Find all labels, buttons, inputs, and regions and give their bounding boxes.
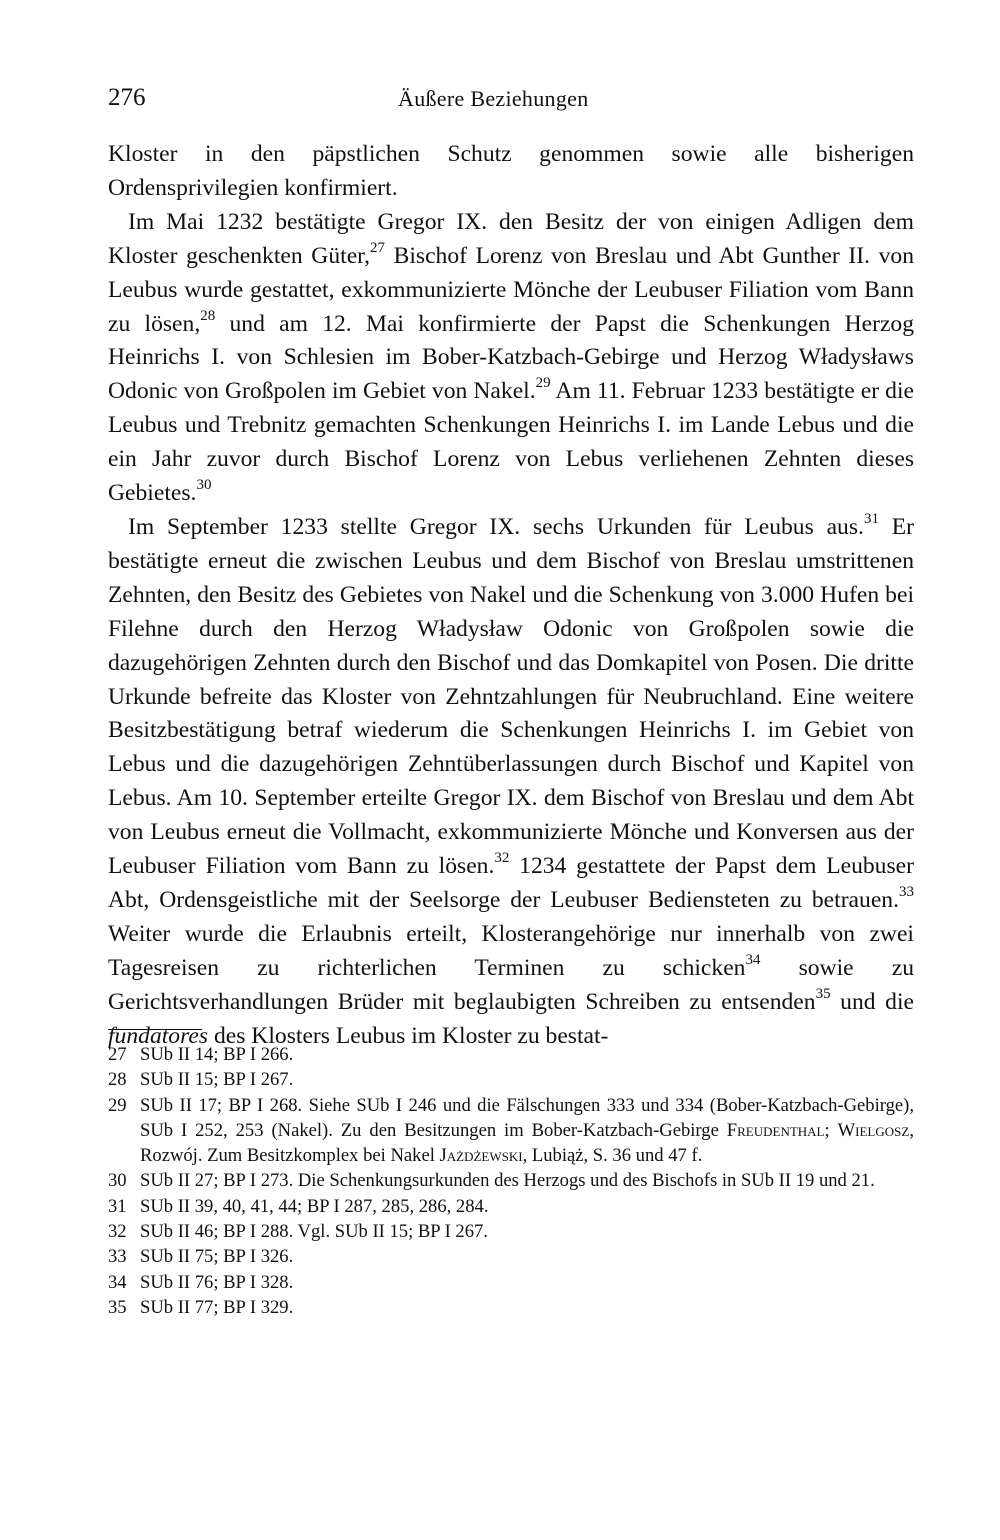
footnote-text: SUb II 39, 40, 41, 44; BP I 287, 285, 286, 284. [140, 1195, 489, 1217]
footnote-ref[interactable]: 31 [863, 511, 879, 528]
text-run: Kloster in den päpstlichen Schutz genommen sowie alle bisherigen Ordensprivilegien konfirmiert. [108, 141, 914, 201]
footnote-text: SUb II 75; BP I 326. [140, 1246, 294, 1268]
footnote-number: 33 [108, 1246, 127, 1268]
footnote-text: SUb II 14; BP I 266. [140, 1044, 294, 1065]
footnote-ref[interactable]: 28 [200, 307, 216, 324]
page-number: 276 [108, 84, 146, 111]
footnote-ref[interactable]: 27 [369, 239, 385, 256]
text-run: des Klosters Leubus im Kloster zu bestat- [208, 1022, 609, 1049]
footnote-text [140, 1093, 914, 1169]
footnote-ref[interactable]: 33 [899, 884, 914, 901]
footnote-number: 31 [108, 1195, 127, 1217]
footnotes [108, 1042, 914, 1320]
footnote-number: 34 [108, 1271, 127, 1293]
footnote-28 [108, 1067, 914, 1092]
footnote-text: SUb II 15; BP I 267. [140, 1069, 294, 1091]
text-run: und die [830, 988, 914, 1015]
text-run: Bischof Lorenz von Breslau und Abt Gunther II. von Leubus wurde gestattet, exkommunizierte Mönche der Leubuser Filiation vom Bann zu lösen, [108, 242, 914, 337]
footnote-33 [108, 1244, 914, 1269]
author-name: Jażdżewski [439, 1145, 523, 1167]
text-run: Im September 1233 stellte Gregor IX. sechs Urkunden für Leubus aus. [128, 513, 864, 540]
paragraph [108, 206, 914, 511]
page-header [108, 84, 913, 124]
footnote-34 [108, 1270, 914, 1295]
footnote-text: SUb II 27; BP I 273. Die Schenkungsurkunden des Herzogs und des Bischofs in SUb II 19 und 21. [140, 1170, 875, 1192]
footnote-31 [108, 1194, 914, 1219]
footnote-ref[interactable]: 34 [745, 951, 761, 968]
text-run: sowie zu Gerichtsverhandlungen Brüder mit beglaubigten Schreiben zu entsenden [108, 954, 914, 1015]
footnote-32 [108, 1219, 914, 1244]
text-run: Weiter wurde die Erlaubnis erteilt, Klosterangehörige nur innerhalb von zwei Tagesreisen zu richterlichen Terminen zu schicken [108, 920, 914, 981]
footnote-text: SUb II 77; BP I 329. [140, 1296, 294, 1318]
footnote-ref[interactable]: 32 [494, 850, 510, 867]
author-name: Wielgosz [837, 1119, 910, 1141]
main-text [108, 138, 914, 1053]
paragraph [108, 511, 914, 1054]
text-run: und am 12. Mai konfirmierte der Papst die Schenkungen Herzog Heinrichs I. von Schlesien im Bober-Katzbach-Gebirge und Herzog Władysławs Odonic von Großpolen im Gebiet von Nakel. [108, 310, 915, 405]
text-run: , Lubiąż, S. 36 und 47 f. [522, 1145, 703, 1167]
author-name: Freudenthal [726, 1119, 825, 1141]
footnote-number: 30 [108, 1170, 127, 1192]
footnote-number: 35 [108, 1296, 127, 1318]
text-run: , Rozwój. Zum Besitzkomplex bei Nakel [140, 1119, 914, 1167]
running-title: Äußere Beziehungen [398, 86, 589, 111]
footnote-27 [108, 1042, 914, 1067]
footnote-text: SUb II 76; BP I 328. [140, 1271, 294, 1293]
footnote-number: 29 [108, 1094, 127, 1116]
footnote-29 [108, 1093, 914, 1169]
footnote-ref[interactable]: 30 [196, 477, 212, 494]
text-run: ; [824, 1119, 838, 1141]
footnote-30 [108, 1168, 914, 1193]
text-run: SUb II 17; BP I 268. Siehe SUb I 246 und die Fälschungen 333 und 334 (Bober-Katzbach-Gebirge), SUb I 252, 253 (Nakel). Zu den Besitzungen im Bober-Katzbach-Gebirge [140, 1094, 914, 1141]
text-run: Am 11. Februar 1233 bestätigte er die Leubus und Trebnitz gemachten Schenkungen Heinrichs I. im Lande Lebus und die ein Jahr zuvor durch Bischof Lorenz von Lebus verliehenen Zehnten dieses Gebietes. [108, 378, 914, 507]
paragraph [108, 138, 914, 206]
footnote-separator [108, 1029, 202, 1030]
footnote-number: 32 [108, 1221, 127, 1243]
text-run: 1234 gestattete der Papst dem Leubuser Abt, Ordensgeistliche mit der Seelsorge der Leubuser Bediensteten zu betrauen. [108, 853, 914, 913]
text-run: Er bestätigte erneut die zwischen Leubus und dem Bischof von Breslau umstrittenen Zehnten, den Besitz des Gebietes von Nakel und die Schenkung von 3.000 Hufen bei Filehne durch den Herzog Władysław Odonic von Großpolen sowie die dazugehörigen Zehnten durch den Bischof und das Domkapitel von Posen. Die dritte Urkunde befreite das Kloster von Zehntzahlungen für Neubruchland. Eine weitere Besitzbestätigung betraf wiederum die Schenkungen Heinrichs I. im Gebiet von Lebus und die dazugehörigen Zehntüberlassungen durch Bischof und Kapitel von Lebus. Am 10. September erteilte Gregor IX. dem Bischof von Breslau und dem Abt von Leubus erneut die Vollmacht, exkommunizierte Mönche und Konversen aus der Leubuser Filiation vom Bann zu lösen. [108, 513, 914, 880]
footnote-number: 27 [108, 1044, 127, 1065]
footnote-35 [108, 1295, 914, 1320]
footnote-number: 28 [108, 1069, 127, 1091]
text-run: Im Mai 1232 bestätigte Gregor IX. den Besitz der von einigen Adligen dem Kloster geschenkten Güter, [108, 208, 914, 269]
italic-term: fundatores [108, 1022, 209, 1049]
footnote-text: SUb II 46; BP I 288. Vgl. SUb II 15; BP I 267. [140, 1221, 488, 1243]
footnote-ref[interactable]: 29 [535, 375, 551, 392]
footnote-ref[interactable]: 35 [815, 985, 831, 1002]
